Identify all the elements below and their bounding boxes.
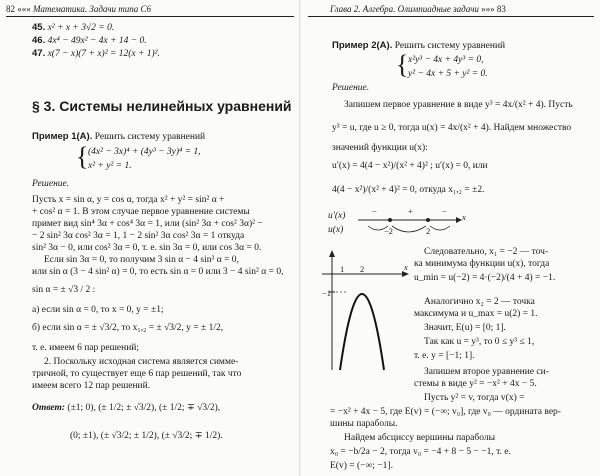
graph-text-10: стемы в виде y² = −x² + 4x − 5. [414, 379, 537, 389]
parabola-curve [340, 294, 384, 370]
tick-label-2: 2 [360, 264, 365, 274]
header-marks: »»» [481, 4, 495, 14]
sign-row-bottom: u(x) [328, 225, 344, 235]
tail-line-2: шины параболы. [330, 419, 398, 429]
sign-axis-label: x [462, 212, 466, 222]
graph-text-5: максимума и u_max = u(2) = 1. [414, 309, 538, 319]
case-a: а) если sin α = 0, то x = 0, y = ±1; [32, 305, 164, 315]
answer-label: Ответ: [32, 403, 66, 413]
point-label-neg2: −2 [384, 226, 394, 236]
example-1-heading: Пример 1(А). Решить систему уравнений [32, 131, 206, 142]
right-line-3: значений функции u(x): [332, 143, 428, 153]
graph-text-2: ка минимума функции u(x), тогда [414, 259, 550, 269]
case-b: б) если sin α = ± √3/2, то x₁,₂ = ± √3/2, y = ± 1/2, [32, 323, 224, 333]
header-rule [308, 16, 594, 17]
body-line-3: примет вид sin⁴ 3α + cos⁴ 3α = 1, или (sin² 3α + cos² 3α)² − [32, 219, 263, 229]
body-line-4: − 2 sin² 3α cos² 3α = 1, 1 − 2 sin² 3α cos² 3α = 1 откуда [32, 231, 245, 241]
graph-text-7: Так как u = y³, то 0 ≤ y³ ≤ 1, [424, 337, 535, 347]
item2-line-3: имеем всего 12 пар решений. [32, 381, 151, 391]
right-line-2: y³ = u, где u ≥ 0, тогда u(x) = 4x/(x² + 4). Найдем множество [332, 123, 572, 133]
sin-line: sin α = ± √3 / 2 : [32, 285, 96, 295]
sign-row-top: u′(x) [328, 211, 346, 221]
graph-text-1: Следовательно, x₁ = −2 — точ- [424, 247, 549, 257]
system-eq-1: x²y³ − 4x + 4y³ = 0, [408, 55, 484, 65]
sign-minus-1: − [372, 206, 377, 216]
sign-plus: + [408, 206, 413, 216]
system-brace: { [76, 142, 89, 171]
exercise-47: 47. x(7 − x)(7 + x)² = 12(x + 1)². [32, 48, 160, 59]
graph-text-3: u_min = u(−2) = 4·(−2)/(4 + 4) = −1. [414, 273, 556, 283]
solution-label: Решение. [32, 179, 70, 189]
system-eq-1: (4x² − 3x)⁴ + (4y³ − 3y)⁴ = 1, [88, 147, 201, 157]
decrease-arc-icon [430, 226, 450, 230]
section-title: § 3. Системы нелинейных уравнений [32, 98, 292, 114]
body-line-7: или sin α (3 − 4 sin² α) = 0, то есть sin α = 0 или 3 − 4 sin² α = 0, [32, 267, 284, 277]
right-page [300, 0, 600, 476]
sign-chart [328, 206, 468, 242]
graph-text-8: т. е. y = [−1; 1]. [414, 351, 475, 361]
critical-point-neg2 [388, 218, 392, 222]
sign-minus-2: − [442, 206, 447, 216]
graph-text-4: Аналогично x₂ = 2 — точка [424, 297, 535, 307]
example-2-heading: Пример 2(А). Решить систему уравнений [332, 40, 506, 51]
exercise-46: 46. 4x⁴ − 49x² − 4x + 14 − 0. [32, 35, 147, 46]
left-header [6, 4, 151, 14]
right-line-4: u′(x) = 4(4 − x²)/(x² + 4)² ; u′(x) = 0, или [332, 161, 488, 171]
running-title: Математика. Задачи типа С6 [33, 4, 152, 14]
increase-arc-icon [392, 226, 426, 232]
tail-line-1: = −x² + 4x − 5, где E(v) = (−∞; v₀], где v₀ — ордината вер- [330, 407, 561, 417]
tick-label-minus1: −1 [322, 288, 332, 298]
tail-line-3: Найдем абсциссу вершины параболы [344, 433, 495, 443]
system-eq-2: y² − 4x + 5 + y² = 0. [408, 69, 488, 79]
graph-text-11: Пусть y² = v, тогда v(x) = [424, 393, 525, 403]
exercise-45: 45. x² + x + 3√2 = 0. [32, 22, 115, 33]
answer-line-2: (0; ±1), (± √3/2; ± 1/2), (± √3/2; ∓ 1/2). [70, 431, 223, 441]
body-line-6: Если sin 3α = 0, то получим 3 sin α − 4 sin³ α = 0, [44, 255, 239, 265]
right-header [330, 4, 506, 14]
tick-label-1: 1 [340, 264, 345, 274]
right-line-1: Запишем первое уравнение в виде y³ = 4x/(x² + 4). Пусть [344, 100, 573, 110]
y-axis-arrow-icon [329, 250, 335, 257]
graph-x-label: x [404, 262, 408, 272]
system-brace: { [396, 50, 409, 79]
system-eq-2: x² + y² = 1. [88, 161, 132, 171]
solution-label: Решение. [332, 83, 370, 93]
item2-line-1: 2. Поскольку исходная система является симме- [44, 357, 239, 367]
answer-line-1: Ответ: (±1; 0), (± 1/2; ± √3/2), (± 1/2; ∓ √3/2), [32, 403, 221, 413]
running-title: Глава 2. Алгебра. Олимпиадные задачи [330, 4, 479, 14]
graph-text-6: Значит, E(u) = [0; 1]. [424, 323, 506, 333]
header-rule [6, 16, 294, 17]
page-number: 82 [6, 4, 15, 14]
graph-text-9: Запишем второе уравнение си- [424, 367, 549, 377]
point-label-2: 2 [426, 226, 431, 236]
critical-point-2 [426, 218, 430, 222]
header-marks: ««« [17, 4, 31, 14]
right-line-5: 4(4 − x²)/(x² + 4)² = 0, откуда x₁,₂ = ±2. [332, 185, 485, 195]
body-line-2: + cos² α = 1. В этом случае первое уравнение системы [32, 207, 250, 217]
item2-line-2: тричной, то существует еще 6 пар решений, так что [32, 369, 242, 379]
tail-line-4: x₀ = −b/2a − 2, тогда v₀ = −4 + 8 − 5 − −1, т. е. [330, 447, 511, 457]
page-number: 83 [496, 4, 506, 14]
pairs-line: т. е. имеем 6 пар решений; [32, 343, 140, 353]
body-line-5: sin² 3α − 0, или cos² 3α = 0, т. е. sin 3α = 0, или cos 3α = 0. [32, 243, 262, 253]
tail-line-5: E(v) = (−∞; −1]. [330, 461, 393, 471]
body-line-1: Пусть x = sin α, y = cos α, тогда x² + y² = sin² α + [32, 195, 225, 205]
